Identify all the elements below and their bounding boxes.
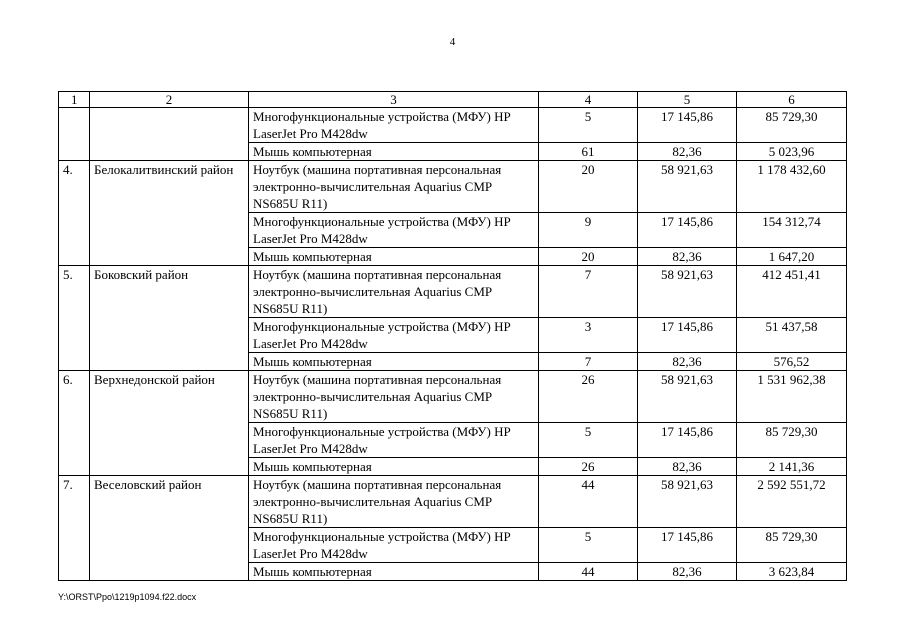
unit-price: 17 145,86 [638, 528, 737, 563]
total-cost: 85 729,30 [737, 108, 847, 143]
unit-price: 58 921,63 [638, 476, 737, 528]
quantity: 26 [539, 458, 638, 476]
total-cost: 2 141,36 [737, 458, 847, 476]
quantity: 3 [539, 318, 638, 353]
file-path-footer: Y:\ORST\Ppo\1219p1094.f22.docx [58, 592, 197, 602]
district-name: Веселовский район [90, 476, 249, 581]
header-cell: 2 [90, 92, 249, 108]
quantity: 9 [539, 213, 638, 248]
item-name: Многофункциональные устройства (МФУ) HP LaserJet Pro M428dw [249, 318, 539, 353]
quantity: 5 [539, 423, 638, 458]
quantity: 20 [539, 248, 638, 266]
total-cost: 1 647,20 [737, 248, 847, 266]
quantity: 44 [539, 476, 638, 528]
unit-price: 82,36 [638, 563, 737, 581]
total-cost: 3 623,84 [737, 563, 847, 581]
quantity: 44 [539, 563, 638, 581]
item-name: Ноутбук (машина портативная персональная электронно-вычислительная Aquarius CMP NS685U R11) [249, 371, 539, 423]
item-name: Мышь компьютерная [249, 458, 539, 476]
unit-price: 58 921,63 [638, 371, 737, 423]
header-cell: 6 [737, 92, 847, 108]
header-row [59, 92, 847, 108]
item-name: Мышь компьютерная [249, 248, 539, 266]
total-cost: 51 437,58 [737, 318, 847, 353]
quantity: 26 [539, 371, 638, 423]
item-name: Многофункциональные устройства (МФУ) HP LaserJet Pro M428dw [249, 423, 539, 458]
header-cell: 5 [638, 92, 737, 108]
unit-price: 17 145,86 [638, 423, 737, 458]
unit-price: 17 145,86 [638, 213, 737, 248]
unit-price: 58 921,63 [638, 161, 737, 213]
district-name: Белокалитвинский район [90, 161, 249, 266]
total-cost: 412 451,41 [737, 266, 847, 318]
item-name: Ноутбук (машина портативная персональная электронно-вычислительная Aquarius CMP NS685U R11) [249, 266, 539, 318]
quantity: 7 [539, 353, 638, 371]
row-number: 7. [59, 476, 90, 581]
quantity: 5 [539, 528, 638, 563]
item-name: Мышь компьютерная [249, 353, 539, 371]
unit-price: 17 145,86 [638, 108, 737, 143]
quantity: 7 [539, 266, 638, 318]
header-cell: 3 [249, 92, 539, 108]
total-cost: 1 531 962,38 [737, 371, 847, 423]
table-row [59, 371, 847, 423]
unit-price: 82,36 [638, 353, 737, 371]
quantity: 61 [539, 143, 638, 161]
table-row [59, 266, 847, 318]
header-cell: 4 [539, 92, 638, 108]
item-name: Ноутбук (машина портативная персональная электронно-вычислительная Aquarius CMP NS685U R11) [249, 476, 539, 528]
unit-price: 58 921,63 [638, 266, 737, 318]
item-name: Мышь компьютерная [249, 563, 539, 581]
row-number: 4. [59, 161, 90, 266]
row-number: 6. [59, 371, 90, 476]
total-cost: 2 592 551,72 [737, 476, 847, 528]
total-cost: 1 178 432,60 [737, 161, 847, 213]
total-cost: 154 312,74 [737, 213, 847, 248]
table-row [59, 476, 847, 528]
district-name [90, 108, 249, 161]
unit-price: 17 145,86 [638, 318, 737, 353]
total-cost: 85 729,30 [737, 528, 847, 563]
item-name: Многофункциональные устройства (МФУ) HP LaserJet Pro M428dw [249, 108, 539, 143]
item-name: Многофункциональные устройства (МФУ) HP LaserJet Pro M428dw [249, 528, 539, 563]
quantity: 5 [539, 108, 638, 143]
table-row [59, 108, 847, 143]
total-cost: 576,52 [737, 353, 847, 371]
total-cost: 5 023,96 [737, 143, 847, 161]
equipment-table [58, 91, 847, 581]
unit-price: 82,36 [638, 248, 737, 266]
district-name: Верхнедонской район [90, 371, 249, 476]
row-number [59, 108, 90, 161]
unit-price: 82,36 [638, 143, 737, 161]
header-cell: 1 [59, 92, 90, 108]
item-name: Многофункциональные устройства (МФУ) HP LaserJet Pro M428dw [249, 213, 539, 248]
page-number: 4 [449, 36, 456, 48]
item-name: Мышь компьютерная [249, 143, 539, 161]
row-number: 5. [59, 266, 90, 371]
district-name: Боковский район [90, 266, 249, 371]
total-cost: 85 729,30 [737, 423, 847, 458]
item-name: Ноутбук (машина портативная персональная электронно-вычислительная Aquarius CMP NS685U R11) [249, 161, 539, 213]
table-row [59, 161, 847, 213]
quantity: 20 [539, 161, 638, 213]
unit-price: 82,36 [638, 458, 737, 476]
